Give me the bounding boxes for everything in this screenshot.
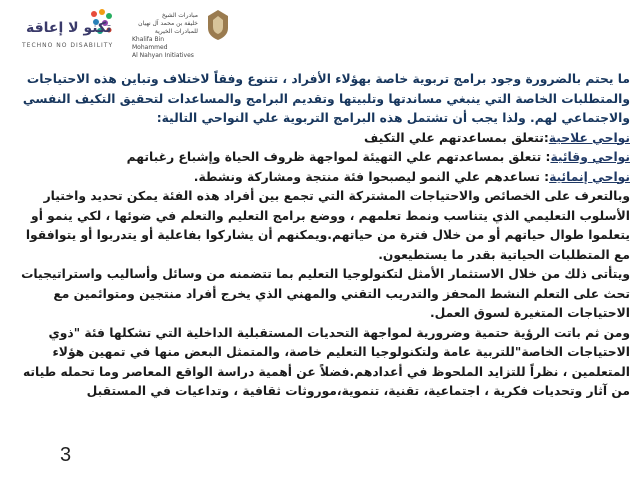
initiatives-logo xyxy=(132,6,232,59)
intro-paragraph: ما يحتم بالضرورة وجود برامج تربوية خاصة بهؤلاء الأفراد ، تتنوع وفقاً لاختلاف وتباين هذه الاحتياجات والمتطلبات الخاصة التي ينبغي مساندتها وتلبيتها وتقديم البرامج والمساعدات لتحقيق التكيف النفسي والاجتماعي لهم. ولذا يجب أن تشتمل هذه البرامج التربوية علي النواحي التالية: xyxy=(22,72,630,125)
paragraph-vision: ومن ثم باتت الرؤية حتمية وضرورية لمواجهة التحديات المستقبلية الداخلية التي تشكلها فئة "ذوي الاحتياجات الخاصة"للتربية عامة ولتكنولوجيا التعليم خاصة، والمتمثل البعض منها في تمهين هؤلاء المتعلمين ، نظراً للتزايد الملحوظ في أعدادهم.فضلاً عن أهمية دراسة الواقع المعاصر وما تحمله طياته من آثار وتحديات فكرية ، اجتماعية، تقنية، تنموية،موروثات ثقافية ، وتداعيات في المستقبل xyxy=(22,325,630,398)
techno-no-disability-logo xyxy=(8,8,118,58)
initiatives-text: مبادرات الشيخ خليفة بن محمد آل نهيان للمبادرات الخيرية Khalifa Bin Mohammed Al Nahyan Initiatives xyxy=(132,12,198,59)
item-label: نواحي إنمائية xyxy=(549,169,630,184)
logo-arabic-text: تكنو لا إعاقة xyxy=(26,20,112,36)
item-label: نواحي علاجية xyxy=(548,130,630,145)
logo-english-text: TECHNO NO DISABILITY xyxy=(22,42,114,49)
header xyxy=(0,0,638,64)
list-item-therapeutic xyxy=(8,129,630,149)
paragraph-characteristics: وبالتعرف على الخصائص والاحتياجات المشتركة التي تجمع بين أفراد هذه الفئة يمكن تحديد واختيار الأسلوب التعليمي الذي يتناسب ونمط تعلمهم ، ووضع برامج التعليم والتعلم في ضوئها ، لكي ينمو أو يتعلموا طوال حياتهم أو من خلال فترة من حياتهم.ويمكنهم أن يشاركوا بفاعلية أو يتدربوا أو يتوافقوا مع المتطلبات الحياتية بقدر ما يستطيعون. xyxy=(25,189,630,262)
document-body xyxy=(8,70,630,402)
emblem-icon xyxy=(204,8,232,42)
paragraph-technology: ويتأتى ذلك من خلال الاستثمار الأمثل لتكنولوجيا التعليم بما تتضمنه من وسائل وأساليب واستراتيجيات تحث على التعلم النشط المحفز والتدريب التقني والمهني الذي يخرج أفراد منتجين ومتوائمين مع الاحتياجات المتغيرة لسوق العمل. xyxy=(21,267,630,320)
list-item-preventive xyxy=(8,148,630,168)
item-label: نواحي وقائية xyxy=(550,150,630,164)
item-text: :تتعلق بمساعدتهم علي التكيف xyxy=(363,130,549,145)
item-text: : تتعلق بمساعدتهم علي التهيئة لمواجهة ظروف الحياة وإشباع رغباتهم xyxy=(126,150,551,164)
item-text: : تساعدهم علي النمو ليصبحوا فئة منتجة ومشاركة ونشطة. xyxy=(193,169,550,184)
list-item-developmental xyxy=(8,168,630,188)
page-number: 3 xyxy=(60,444,72,466)
